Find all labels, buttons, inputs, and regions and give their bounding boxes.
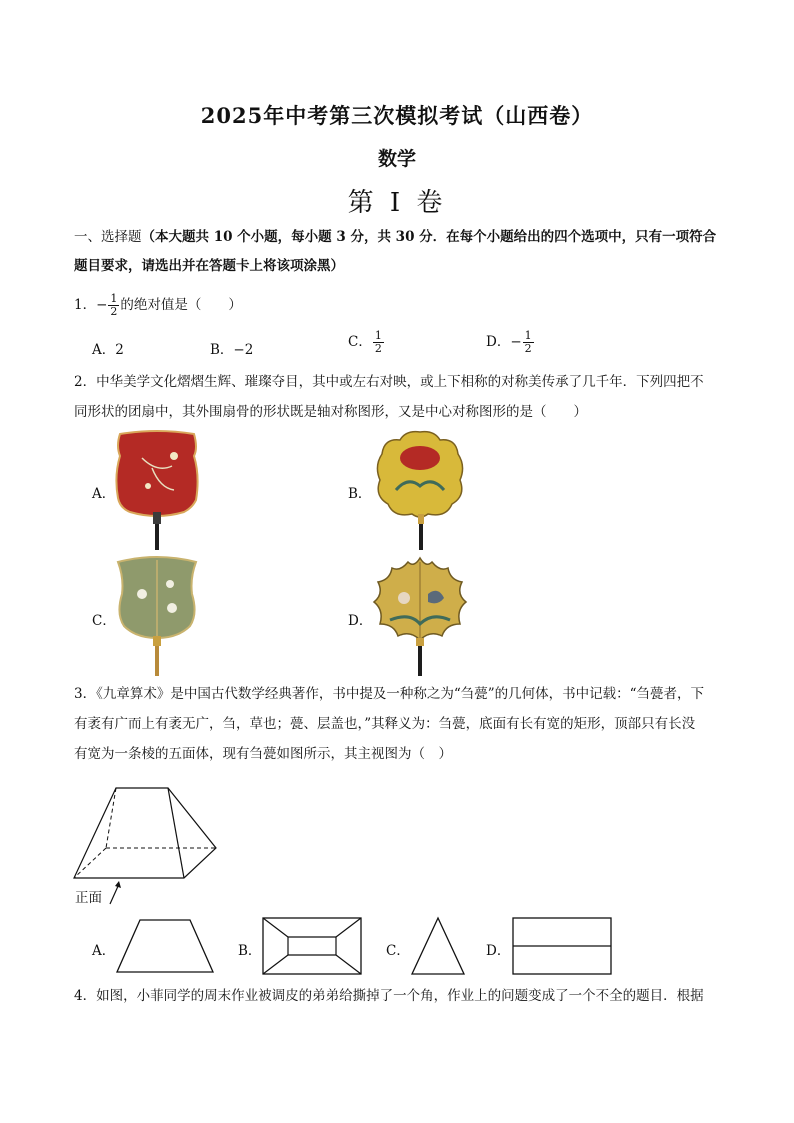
fan-c-image	[112, 554, 202, 678]
chumeng-solid-figure	[74, 786, 220, 882]
question-1-fraction-den: 2	[110, 305, 118, 318]
question-2-line2: 同形状的团扇中，其外围扇骨的形状既是轴对称图形，又是中心对称图形的是（ ）	[74, 404, 587, 420]
fan-d-image	[370, 554, 470, 678]
question-2-line1: 2．中华美学文化熠熠生辉、璀璨夺目，其中或左右对映，或上下相称的对称美传承了几千年．下列四把不	[74, 374, 704, 390]
question-3-option-c-label[interactable]: C．	[386, 943, 410, 959]
question-1-option-d-den: 2	[524, 342, 532, 355]
question-1-option-a[interactable]: A．2	[92, 342, 124, 358]
section-heading-prefix: 一、选择题	[74, 229, 142, 245]
question-1-option-d[interactable]	[486, 330, 535, 355]
question-1-stem	[74, 293, 242, 318]
front-view-option-b[interactable]	[262, 917, 362, 975]
question-3-option-a-label[interactable]: A．	[92, 943, 116, 959]
question-4-line1: 4．如图，小菲同学的周末作业被调皮的弟弟给撕掉了一个角，作业上的问题变成了一个不全的题目．根据	[74, 988, 704, 1004]
question-2-option-a-label[interactable]: A．	[92, 486, 116, 502]
question-1-fraction	[108, 293, 119, 318]
question-3-option-d-label[interactable]: D．	[486, 943, 511, 959]
question-1-option-c-fraction	[373, 330, 384, 355]
question-3-line2: 有袤有广而上有袤无广，刍，草也；甍、层盖也，”其释义为：刍甍，底面有长有宽的矩形，顶部只有长没	[74, 716, 696, 732]
front-view-option-a[interactable]	[116, 918, 214, 974]
question-3-line3: 有宽为一条棱的五面体，现有刍甍如图所示，其主视图为（ ）	[74, 746, 452, 762]
section-heading-bold: （本大题共 10 个小题，每小题 3 分，共 30 分．在每个小题给出的四个选项中，只有一项符合	[141, 229, 717, 245]
exam-title: 2025年中考第三次模拟考试（山西卷）	[200, 103, 594, 128]
fan-a-image	[112, 428, 202, 552]
question-2-option-d-label[interactable]: D．	[348, 613, 373, 629]
question-1-option-c[interactable]	[348, 330, 385, 355]
question-1-number: 1．	[74, 297, 97, 313]
question-3-option-b-label[interactable]: B．	[238, 943, 262, 959]
front-view-option-c[interactable]	[410, 916, 466, 976]
front-view-option-d[interactable]	[512, 917, 612, 975]
front-view-label: 正面	[75, 890, 102, 906]
question-2-option-c-label[interactable]: C．	[92, 613, 116, 629]
question-1-option-b[interactable]: B．−2	[210, 342, 254, 358]
section-heading-line1	[74, 227, 716, 247]
exam-subject: 数学	[377, 148, 416, 170]
question-1-minus: −	[96, 297, 108, 313]
question-2-option-b-label[interactable]: B．	[348, 486, 372, 502]
question-1-option-d-num: 1	[524, 329, 532, 342]
question-1-option-c-num: 1	[374, 329, 382, 342]
question-1-option-c-den: 2	[374, 342, 382, 355]
front-arrow-icon	[108, 880, 122, 906]
question-1-text: 的绝对值是（ ）	[120, 297, 242, 313]
question-1-fraction-num: 1	[110, 292, 118, 305]
question-1-option-c-label: C．	[348, 334, 372, 350]
question-1-option-d-label: D．−	[486, 334, 522, 350]
fan-b-image	[372, 428, 468, 552]
exam-volume: 第 I 卷	[347, 188, 447, 218]
question-1-option-d-fraction	[523, 330, 534, 355]
section-heading-line2: 题目要求，请选出并在答题卡上将该项涂黑）	[74, 258, 344, 274]
question-3-line1: 3．《九章算术》是中国古代数学经典著作，书中提及一种称之为“刍甍”的几何体，书中记载：“刍甍者，下	[74, 686, 705, 702]
